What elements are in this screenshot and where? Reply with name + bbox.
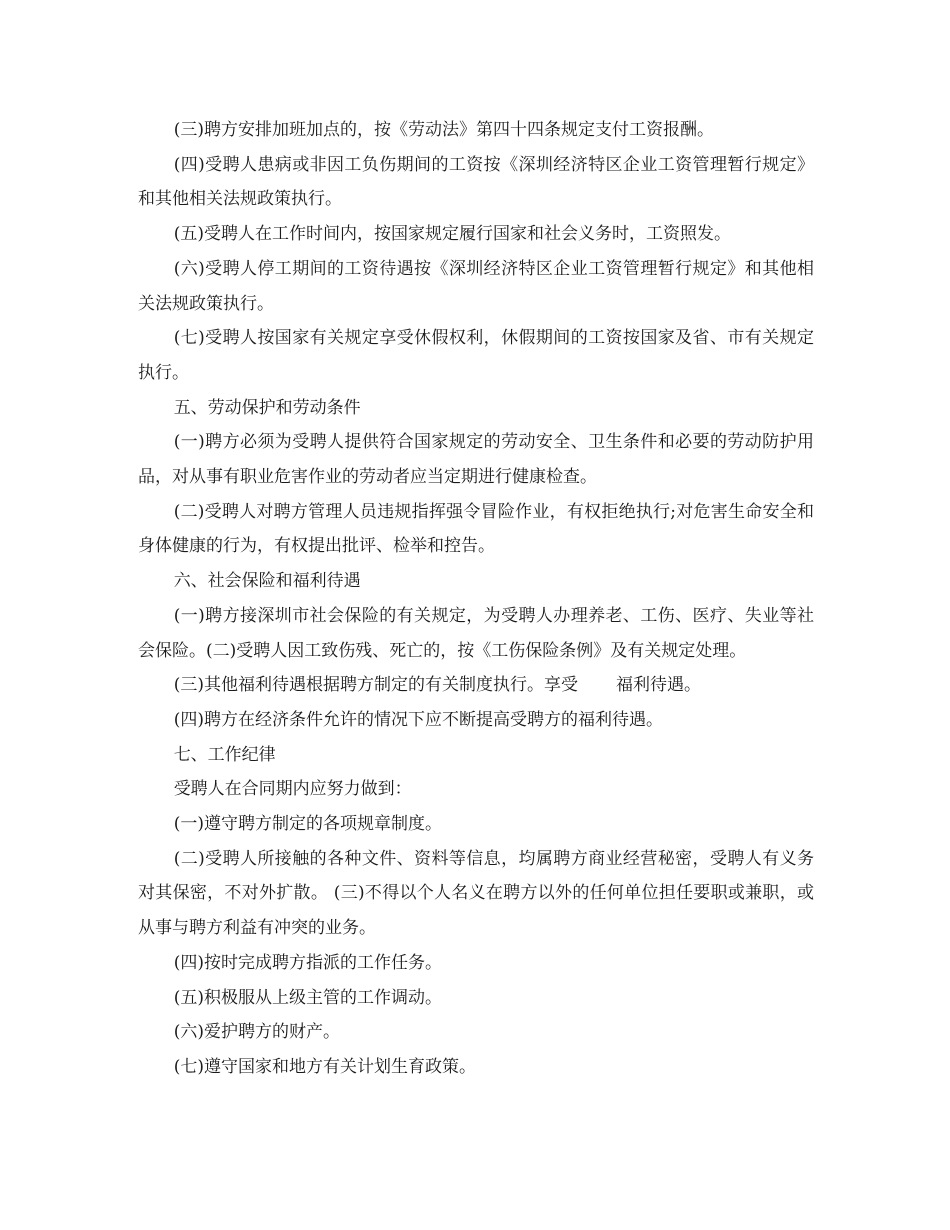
other-benefits-text-before: (三)其他福利待遇根据聘方制定的有关制度执行。享受 bbox=[173, 675, 578, 696]
paragraph-wage-overtime: (三)聘方安排加班加点的，按《劳动法》第四十四条规定支付工资报酬。 bbox=[173, 120, 714, 140]
paragraph-wage-social-duty: (五)受聘人在工作时间内，按国家规定履行国家和社会义务时，工资照发。 bbox=[173, 224, 731, 245]
paragraph-insurance-and-injury: (一)聘方接深圳市社会保险的有关规定，为受聘人办理养老、工伤、医疗、失业等社会保险。(二)受聘人因工致伤残、死亡的，按《工伤保险条例》及有关规定处理。 bbox=[138, 605, 814, 661]
paragraph-wage-vacation: (七)受聘人按国家有关规定享受休假权利，休假期间的工资按国家及省、市有关规定执行。 bbox=[138, 328, 814, 383]
paragraph-complete-tasks: (四)按时完成聘方指派的工作任务。 bbox=[173, 952, 442, 973]
document-body bbox=[138, 113, 814, 1085]
other-benefits-text-after: 福利待遇。 bbox=[615, 675, 701, 696]
paragraph-family-planning: (七)遵守国家和地方有关计划生育政策。 bbox=[173, 1056, 476, 1077]
paragraph-protect-property: (六)爱护聘方的财产。 bbox=[173, 1022, 340, 1043]
paragraph-wage-sick-leave: (四)受聘人患病或非因工负伤期间的工资按《深圳经济特区企业工资管理暂行规定》和其他相关法规政策执行。 bbox=[138, 154, 814, 210]
paragraph-discipline-intro: 受聘人在合同期内应努力做到： bbox=[173, 779, 412, 800]
paragraph-follow-rules: (一)遵守聘方制定的各项规章制度。 bbox=[173, 814, 442, 835]
paragraph-improve-benefits: (四)聘方在经济条件允许的情况下应不断提高受聘方的福利待遇。 bbox=[173, 709, 663, 730]
paragraph-confidentiality: (二)受聘人所接触的各种文件、资料等信息，均属聘方商业经营秘密，受聘人有义务对其保密，不对外扩散。 (三)不得以个人名义在聘方以外的任何单位担任要职或兼职，或从事与聘方利益有冲突的业务。 bbox=[138, 848, 814, 939]
paragraph-safety-conditions: (一)聘方必须为受聘人提供符合国家规定的劳动安全、卫生条件和必要的劳动防护用品，对从事有职业危害作业的劳动者应当定期进行健康检查。 bbox=[138, 432, 814, 488]
paragraph-refuse-risky-work: (二)受聘人对聘方管理人员违规指挥强令冒险作业，有权拒绝执行;对危害生命安全和身体健康的行为，有权提出批评、检举和控告。 bbox=[138, 501, 814, 557]
paragraph-wage-work-stoppage: (六)受聘人停工期间的工资待遇按《深圳经济特区企业工资管理暂行规定》和其他相关法规政策执行。 bbox=[138, 258, 814, 314]
section-heading-labor-protection: 五、劳动保护和劳动条件 bbox=[173, 397, 361, 418]
section-heading-social-insurance: 六、社会保险和福利待遇 bbox=[173, 571, 361, 592]
paragraph-obey-transfers: (五)积极服从上级主管的工作调动。 bbox=[173, 987, 442, 1008]
section-heading-work-discipline: 七、工作纪律 bbox=[173, 744, 276, 765]
paragraph-other-benefits bbox=[138, 668, 814, 703]
